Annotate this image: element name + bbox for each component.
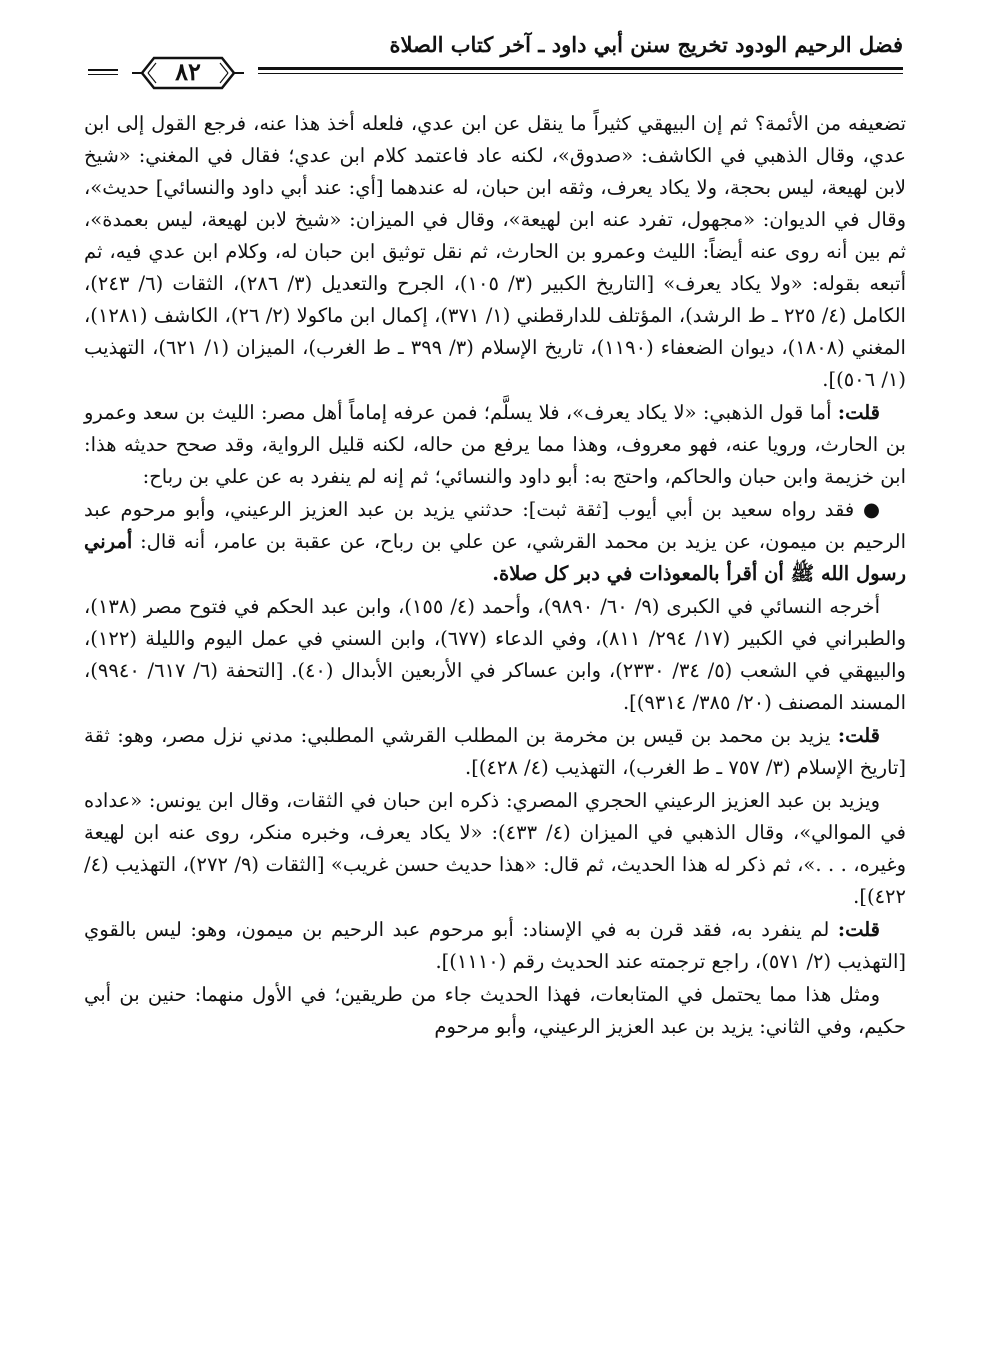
- hadith-text: أمرني رسول الله ﷺ أن أقرأ بالمعوذات في دبر كل صلاة.: [84, 530, 906, 585]
- paragraph-3: [84, 494, 906, 590]
- page-header: [88, 24, 903, 98]
- paragraph-text: أما قول الذهبي: «لا يكاد يعرف»، فلا يسلَّم؛ فمن عرفه إماماً أهل مصر: الليث بن سعد وعمرو بن الحارث، ورويا عنه، فهو معروف، وهذا مما يرفع من حاله، لكنه قليل الرواية، وقد صحح حديثه هذا: ابن خزيمة وابن حبان والحاكم، واحتج به: أبو داود والنسائي؛ ثم إنه لم ينفرد به عن علي بن رباح:: [84, 401, 906, 488]
- paragraph-5: [84, 720, 906, 784]
- qult-lead: قلت:: [837, 401, 880, 424]
- paragraph-4: [84, 591, 906, 719]
- paragraph-7: [84, 914, 906, 978]
- header-rule-left-thin: [88, 74, 118, 75]
- header-rule: [258, 67, 903, 70]
- header-rule-thin: [258, 73, 903, 74]
- page-body: [84, 108, 906, 1044]
- paragraph-1: [84, 108, 906, 396]
- paragraph-text: أخرجه النسائي في الكبرى (٩/ ٦٠/ ٩٨٩٠)، وأحمد (٤/ ١٥٥)، وابن عبد الحكم في فتوح مصر (١٣٨)، والطبراني في الكبير (١٧/ ٢٩٤/ ٨١١)، وفي الدعاء (٦٧٧)، وابن السني في عمل اليوم والليلة (١٢٢)، والبيهقي في الشعب (٥/ ٣٤/ ٢٣٣٠)، وابن عساكر في الأربعين الأبدال (٤٠). [التحفة (٦/ ٦١٧/ ٩٩٤٠)، المسند المصنف (٢٠/ ٣٨٥/ ٩٣١٤)].: [84, 595, 906, 714]
- paragraph-text: ومثل هذا مما يحتمل في المتابعات، فهذا الحديث جاء من طريقين؛ في الأول منهما: حنين بن أبي حكيم، وفي الثاني: يزيد بن عبد العزيز الرعيني، وأبو مرحوم: [84, 983, 906, 1038]
- paragraph-text: تضعيفه من الأئمة؟ ثم إن البيهقي كثيراً ما ينقل عن ابن عدي، فلعله أخذ هذا عنه، فرجع القول إلى ابن عدي، وقال الذهبي في الكاشف: «صدوق»، لكنه عاد فاعتمد كلام ابن عدي؛ فقال في المغني: «شيخ لابن لهيعة، ليس بحجة، ولا يكاد يعرف، وثقه ابن حبان، له عندهما [أي: عند أبي داود والنسائي] حديث»، وقال في الديوان: «مجهول، تفرد عنه ابن لهيعة»، وقال في الميزان: «شيخ لابن لهيعة، ليس بعمدة»، ثم بين أنه روى عنه أيضاً: الليث وعمرو بن الحارث، ثم نقل توثيق ابن حبان له، وكلام ابن عدي فيه، ثم أتبعه بقوله: «ولا يكاد يعرف» [التاريخ الكبير (٣/ ١٠٥)، الجرح والتعديل (٣/ ٢٨٦)، الثقات (٦/ ٢٤٣)، الكامل (٤/ ٢٢٥ ـ ط الرشد)، المؤتلف للدارقطني (١/ ٣٧١)، إكمال ابن ماكولا (٢/ ٢٦)، الكاشف (١٢٨١)، المغني (١٨٠٨)، ديوان الضعفاء (١١٩٠)، تاريخ الإسلام (٣/ ٣٩٩ ـ ط الغرب)، الميزان (١/ ٦٢١)، التهذيب (١/ ٥٠٦)].: [84, 112, 907, 391]
- paragraph-text: ● فقد رواه سعيد بن أبي أيوب [ثقة ثبت]: حدثني يزيد بن عبد العزيز الرعيني، وأبو مرحوم عبد الرحيم بن ميمون، عن يزيد بن محمد القرشي، عن علي بن رباح، عن عقبة بن عامر، أنه قال:: [84, 498, 906, 553]
- page-number-badge: [128, 52, 248, 94]
- paragraph-6: [84, 785, 906, 913]
- qult-lead: قلت:: [837, 724, 880, 747]
- page-number: ٨٢: [175, 57, 201, 86]
- paragraph-text: ويزيد بن عبد العزيز الرعيني الحجري المصري: ذكره ابن حبان في الثقات، وقال ابن يونس: «عداده في الموالي»، وقال الذهبي في الميزان (٤/ ٤٣٣): «لا يكاد يعرف، وخبره منكر، روى عنه ابن لهيعة وغيره، . . .»، ثم ذكر له هذا الحديث، ثم قال: «هذا حديث حسن غريب» [الثقات (٩/ ٢٧٢)، التهذيب (٤/ ٤٢٢)].: [84, 789, 907, 908]
- running-title: فضل الرحيم الودود تخريج سنن أبي داود ـ آخر كتاب الصلاة: [389, 32, 903, 57]
- paragraph-8: [84, 979, 906, 1043]
- qult-lead: قلت:: [837, 918, 880, 941]
- paragraph-text: لم ينفرد به، فقد قرن به في الإسناد: أبو مرحوم عبد الرحيم بن ميمون، وهو: ليس بالقوي [التهذيب (٢/ ٥٧١)، راجع ترجمته عند الحديث رقم (١١١٠)].: [84, 918, 906, 973]
- header-rule-left: [88, 69, 118, 71]
- paragraph-text: يزيد بن محمد بن قيس بن مخرمة بن المطلب القرشي المطلبي: مدني نزل مصر، وهو: ثقة [تاريخ الإسلام (٣/ ٧٥٧ ـ ط الغرب)، التهذيب (٤/ ٤٢٨)].: [84, 724, 906, 779]
- paragraph-2: [84, 397, 906, 493]
